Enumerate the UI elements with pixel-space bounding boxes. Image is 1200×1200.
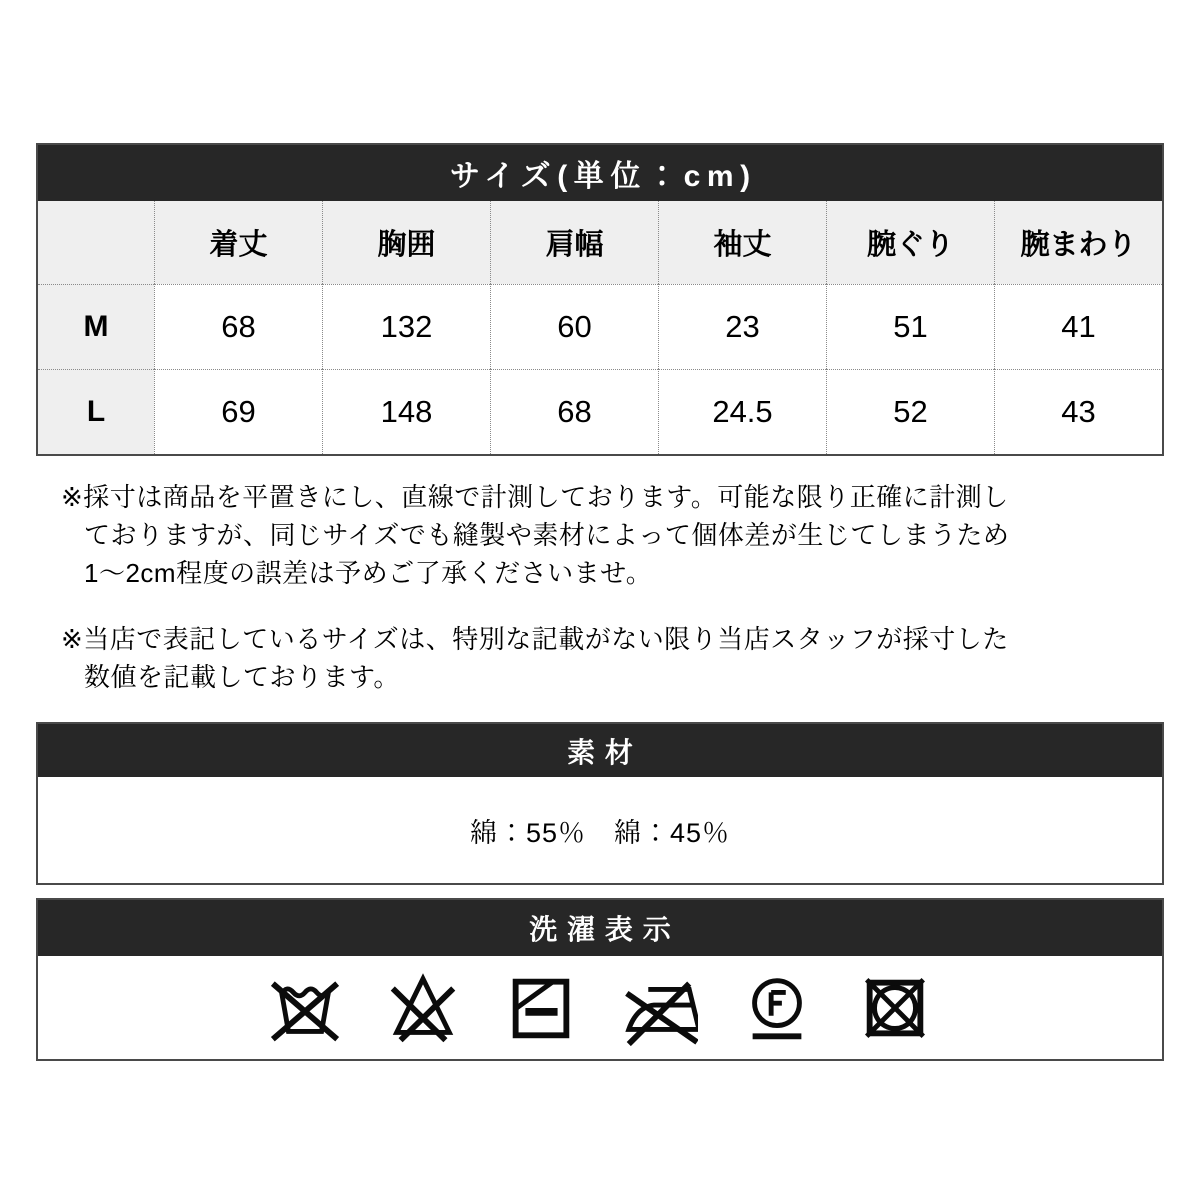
material-title: 素材 (567, 736, 643, 768)
table-corner-cell (38, 201, 154, 284)
measurement-note (61, 478, 1160, 592)
washing-section (36, 898, 1164, 1061)
size-table-title-bar (38, 145, 1162, 201)
table-cell-m-kyoi: 132 (322, 284, 490, 369)
table-cell-m-katahaba: 60 (490, 284, 658, 369)
material-content (38, 777, 1162, 883)
table-cell-l-udeguri: 52 (826, 369, 994, 454)
table-cell-l-udemawari: 43 (994, 369, 1162, 454)
washing-title-bar (38, 900, 1162, 956)
column-header-katahaba: 肩幅 (490, 201, 658, 284)
column-header-sodetake: 袖丈 (658, 201, 826, 284)
table-cell-m-udemawari: 41 (994, 284, 1162, 369)
table-cell-l-katahaba: 68 (490, 369, 658, 454)
column-header-chakutake: 着丈 (154, 201, 322, 284)
column-header-kyoi: 胸囲 (322, 201, 490, 284)
washing-title: 洗濯表示 (529, 914, 681, 945)
row-label-l: L (38, 369, 154, 454)
table-cell-m-udeguri: 51 (826, 284, 994, 369)
dry-flat-in-shade-icon (502, 969, 580, 1047)
size-table (38, 201, 1162, 454)
column-header-udemawari: 腕まわり (994, 201, 1162, 284)
note-line: 数値を記載しております。 (84, 662, 400, 692)
table-cell-l-sodetake: 24.5 (658, 369, 826, 454)
notes-block (61, 478, 1160, 696)
table-cell-l-kyoi: 148 (322, 369, 490, 454)
table-cell-l-chakutake: 69 (154, 369, 322, 454)
note-line: ておりますが、同じサイズでも縫製や素材によって個体差が生じてしまうため (84, 520, 1010, 550)
do-not-wash-icon (266, 969, 344, 1047)
table-cell-m-chakutake: 68 (154, 284, 322, 369)
material-composition: 綿：55％ 綿：45％ (469, 817, 731, 848)
note-line: ※当店で表記しているサイズは、特別な記載がない限り当店スタッフが採寸した (61, 624, 1009, 654)
size-table-title: サイズ(単位：cm) (449, 160, 757, 193)
row-label-m: M (38, 284, 154, 369)
size-table-section (36, 143, 1164, 456)
store-sizing-note (61, 620, 1160, 696)
care-icons-row (38, 956, 1162, 1059)
column-header-udeguri: 腕ぐり (826, 201, 994, 284)
table-cell-m-sodetake: 23 (658, 284, 826, 369)
do-not-iron-icon (620, 969, 698, 1047)
note-line: 1〜2cm程度の誤差は予めご了承くださいませ。 (84, 558, 653, 588)
material-title-bar (38, 724, 1162, 777)
dry-clean-petroleum-gentle-icon (738, 969, 816, 1047)
do-not-bleach-icon (384, 969, 462, 1047)
note-line: ※採寸は商品を平置きにし、直線で計測しております。可能な限り正確に計測し (61, 482, 1009, 512)
do-not-tumble-dry-icon (856, 969, 934, 1047)
material-section (36, 722, 1164, 885)
